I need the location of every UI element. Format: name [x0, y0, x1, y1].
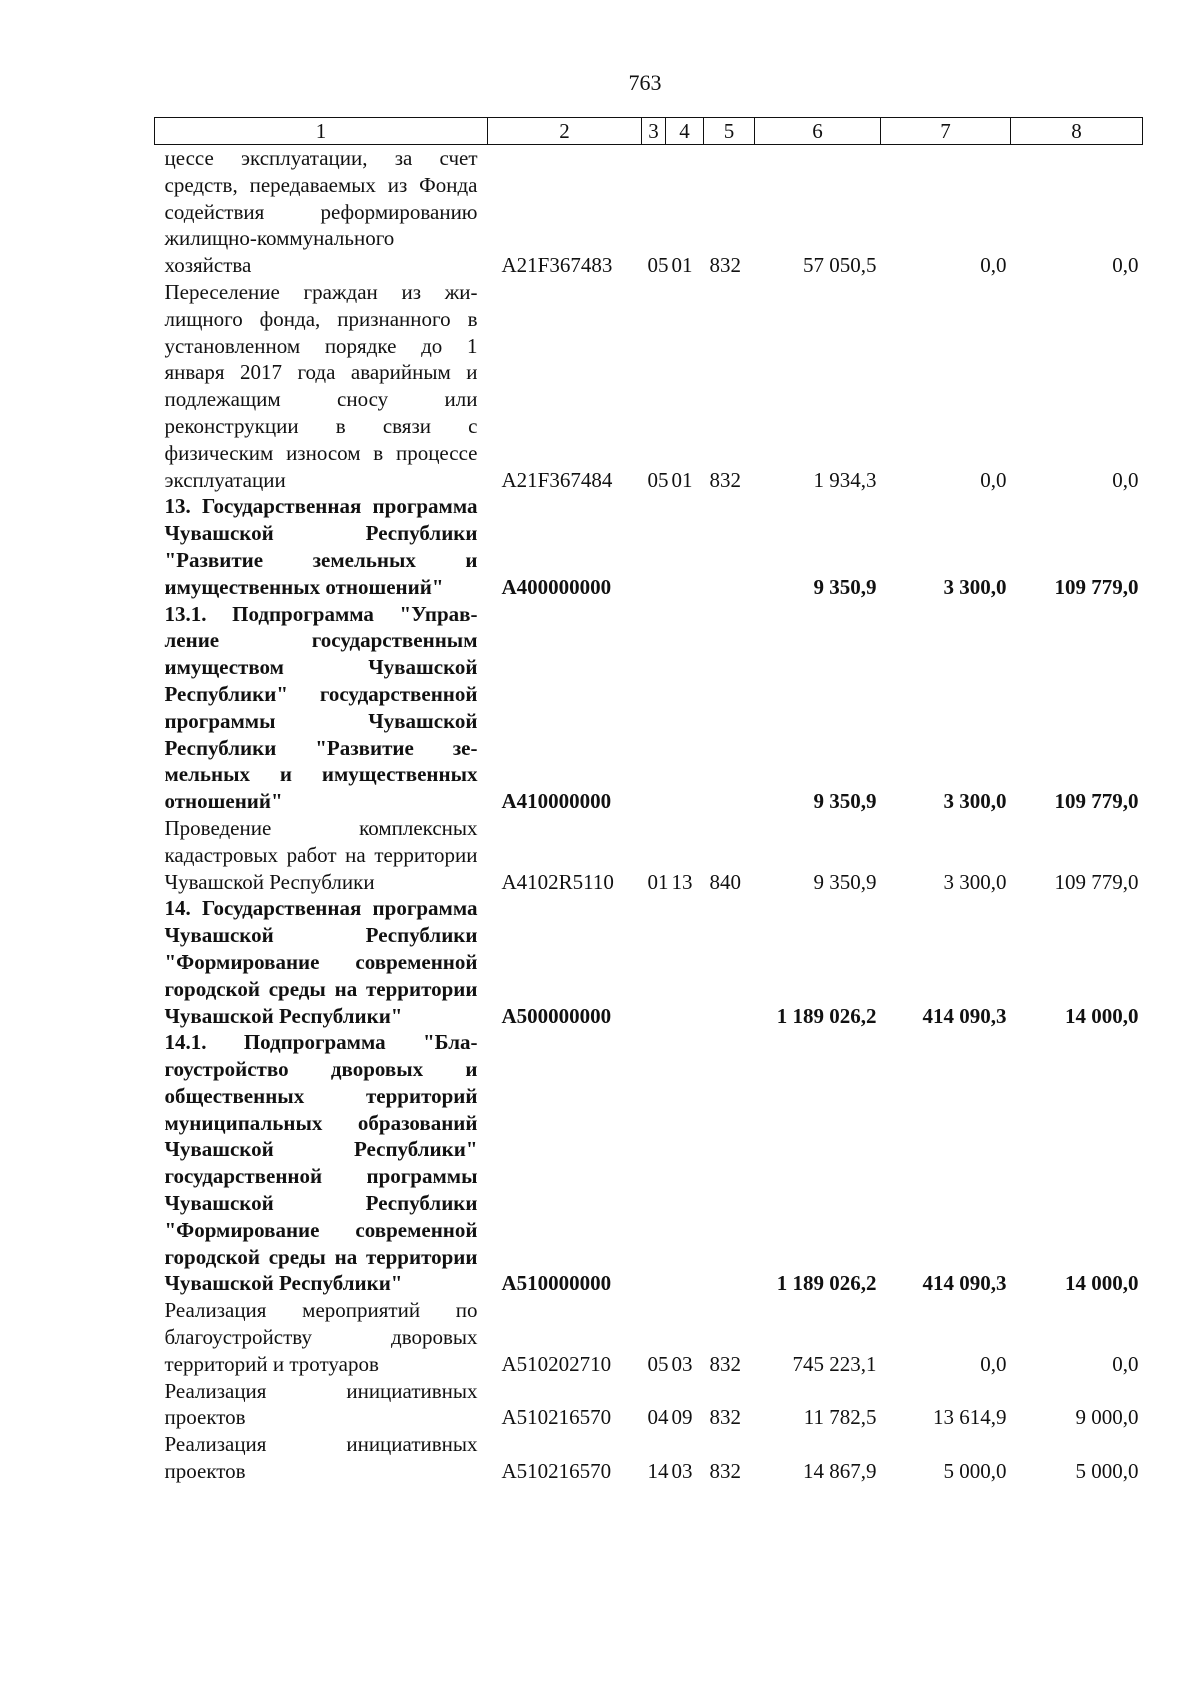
header-col-7: 7: [881, 118, 1011, 145]
header-col-5: 5: [704, 118, 755, 145]
subsection-code: [666, 601, 704, 815]
row-description: Проведение комплексных кадастровых работ на территории Чувашской Республики: [164, 815, 478, 894]
row-description: 13.1. Подпрограмма "Управление государственным имуществом Чувашской Республики" государственной программы Чувашской Республики "Развитие земельных и имущественных отношений": [164, 601, 478, 814]
table-row: [155, 895, 1143, 1029]
table-row: [155, 1297, 1143, 1377]
amount-col-6: 11 782,5: [803, 1405, 877, 1430]
row-description: 14. Государственная программа Чувашской Республики "Формирование современной городской среды на территории Чувашской Республики": [164, 896, 478, 1028]
subsection-code: 03: [671, 1351, 693, 1376]
row-description: Реализация мероприятий по благоустройству дворовых территорий и тротуаров: [164, 1298, 478, 1376]
expense-type-code: 832: [709, 467, 741, 492]
target-article-code: A400000000: [501, 574, 612, 599]
amount-col-7: 0,0: [980, 467, 1007, 492]
expense-type-code: 832: [709, 1405, 741, 1430]
amount-col-8: 5 000,0: [1075, 1459, 1139, 1484]
amount-col-7: 3 300,0: [943, 574, 1007, 599]
expense-type-code: [704, 493, 755, 600]
header-col-2: 2: [488, 118, 642, 145]
section-code: [642, 1029, 666, 1297]
amount-col-7: 0,0: [980, 1351, 1007, 1376]
header-col-1: 1: [155, 118, 488, 145]
expense-type-code: [704, 1029, 755, 1297]
amount-col-8: 109 779,0: [1054, 789, 1139, 814]
subsection-code: 13: [671, 869, 693, 894]
target-article-code: A510216570: [501, 1405, 612, 1430]
header-col-8: 8: [1011, 118, 1143, 145]
section-code: [642, 493, 666, 600]
row-description: Реализация инициативных проектов: [164, 1432, 478, 1484]
table-row: [155, 601, 1143, 815]
target-article-code: A21F367483: [501, 253, 613, 278]
amount-col-7: 0,0: [980, 253, 1007, 278]
amount-col-8: 0,0: [1112, 253, 1139, 278]
subsection-code: [666, 1029, 704, 1297]
table-row: [155, 815, 1143, 895]
amount-col-8: 0,0: [1112, 1351, 1139, 1376]
expense-type-code: [704, 601, 755, 815]
budget-table: [154, 117, 1143, 1485]
subsection-code: 01: [671, 253, 693, 278]
subsection-code: 01: [671, 467, 693, 492]
expense-type-code: 832: [709, 1351, 741, 1376]
table-body: [155, 145, 1143, 1485]
section-code: 05: [647, 1351, 669, 1376]
header-col-6: 6: [755, 118, 881, 145]
table-row: [155, 279, 1143, 493]
section-code: 01: [647, 869, 669, 894]
amount-col-8: 14 000,0: [1065, 1271, 1139, 1296]
row-description: Переселение граждан из жилищного фонда, признанного в установленном порядке до 1 января 2017 года аварийным и подлежащим сносу или реконструкции в связи с физическим износом в процессе эксплуатации: [164, 279, 478, 492]
amount-col-6: 57 050,5: [803, 253, 877, 278]
amount-col-8: 9 000,0: [1075, 1405, 1139, 1430]
table-row: [155, 145, 1143, 279]
table-row: [155, 1378, 1143, 1432]
section-code: 04: [647, 1405, 669, 1430]
row-description: 14.1. Подпрограмма "Благоустройство дворовых и общественных территорий муниципальных образований Чувашской Республики" государственной программы Чувашской Республики "Формирование современной городской среды на территории Чувашской Республики": [164, 1030, 478, 1296]
amount-col-8: 14 000,0: [1065, 1003, 1139, 1028]
row-description: Реализация инициативных проектов: [164, 1378, 478, 1430]
target-article-code: A4102R5110: [501, 869, 614, 894]
row-description: 13. Государственная программа Чувашской Республики "Развитие земельных и имущественных отношений": [164, 494, 478, 599]
target-article-code: A410000000: [501, 789, 612, 814]
subsection-code: [666, 895, 704, 1029]
amount-col-6: 9 350,9: [813, 789, 877, 814]
section-code: 05: [647, 253, 669, 278]
section-code: [642, 601, 666, 815]
expense-type-code: [704, 895, 755, 1029]
table-row: [155, 493, 1143, 600]
subsection-code: 09: [671, 1405, 693, 1430]
amount-col-6: 1 189 026,2: [776, 1003, 877, 1028]
amount-col-8: 109 779,0: [1054, 574, 1139, 599]
section-code: [642, 895, 666, 1029]
subsection-code: 03: [671, 1459, 693, 1484]
amount-col-8: 0,0: [1112, 467, 1139, 492]
amount-col-6: 9 350,9: [813, 574, 877, 599]
amount-col-7: 13 614,9: [933, 1405, 1007, 1430]
amount-col-7: 3 300,0: [943, 789, 1007, 814]
amount-col-6: 9 350,9: [813, 869, 877, 894]
target-article-code: A510202710: [501, 1351, 612, 1376]
table-row: [155, 1431, 1143, 1485]
amount-col-7: 414 090,3: [922, 1003, 1007, 1028]
amount-col-6: 1 934,3: [813, 467, 877, 492]
row-description: цессе эксплуатации, за счет средств, передаваемых из Фонда содействия реформированию жилищно-коммунального хозяйства: [164, 146, 478, 278]
amount-col-7: 414 090,3: [922, 1271, 1007, 1296]
expense-type-code: 832: [709, 253, 741, 278]
amount-col-7: 5 000,0: [943, 1459, 1007, 1484]
amount-col-6: 1 189 026,2: [776, 1271, 877, 1296]
target-article-code: A510000000: [501, 1271, 612, 1296]
target-article-code: A500000000: [501, 1003, 612, 1028]
table-row: [155, 1029, 1143, 1297]
expense-type-code: 832: [709, 1459, 741, 1484]
section-code: 05: [647, 467, 669, 492]
header-col-3: 3: [642, 118, 666, 145]
target-article-code: A510216570: [501, 1459, 612, 1484]
target-article-code: A21F367484: [501, 467, 613, 492]
subsection-code: [666, 493, 704, 600]
amount-col-7: 3 300,0: [943, 869, 1007, 894]
table-header: [155, 118, 1143, 145]
header-col-4: 4: [666, 118, 704, 145]
page-number: 763: [628, 70, 662, 95]
expense-type-code: 840: [709, 869, 741, 894]
amount-col-6: 14 867,9: [803, 1459, 877, 1484]
amount-col-6: 745 223,1: [792, 1351, 877, 1376]
section-code: 14: [647, 1459, 669, 1484]
amount-col-8: 109 779,0: [1054, 869, 1139, 894]
